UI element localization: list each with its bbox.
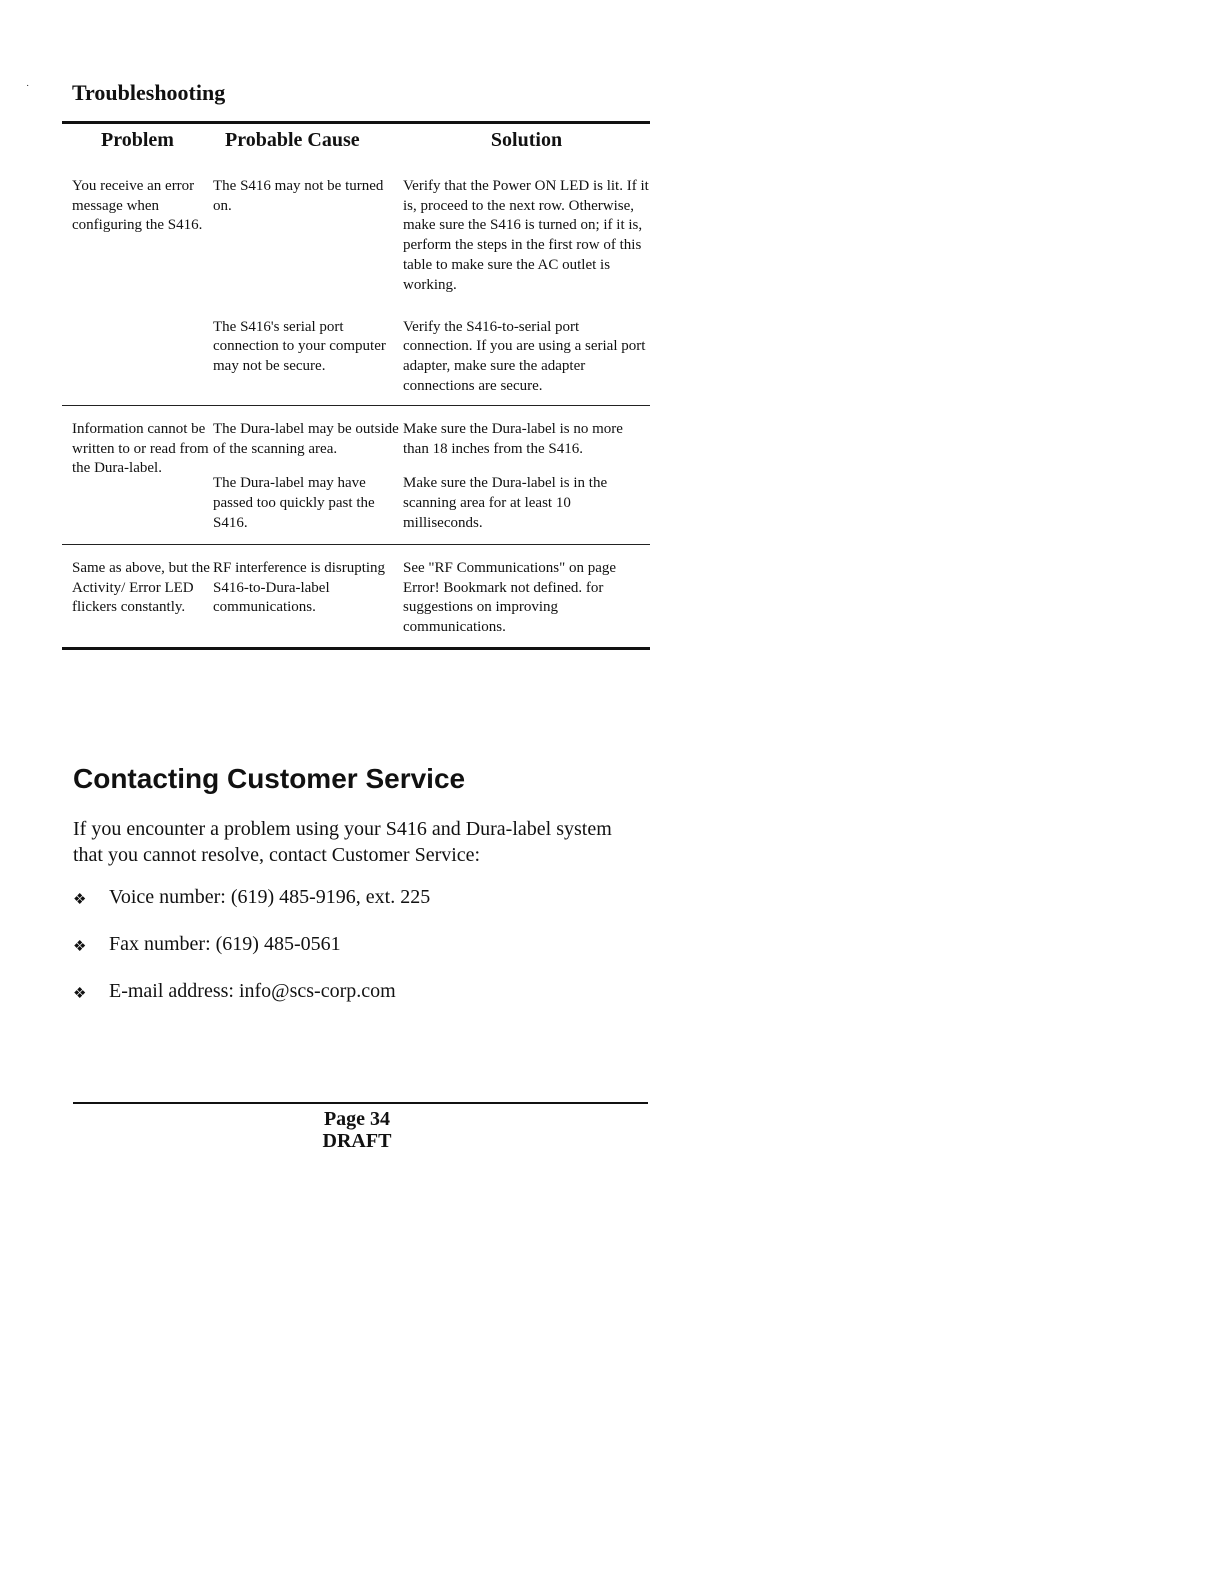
list-item [73,886,430,933]
list-item [73,980,430,1027]
cause-cell: The S416's serial port connection to your computer may not be secure. [213,318,386,375]
footer-rule [73,1102,648,1104]
solution-cell: Verify that the Power ON LED is lit. If it is, proceed to the next row. Otherwise, make sure the S416 is turned on; if it is, perform the steps in the first row of this table to make sure the AC outlet is working. [403,177,649,293]
cause-cell: The Dura-label may be outside of the scanning area. [213,420,399,457]
solution-cell: See "RF Communications" on page Error! Bookmark not defined. for suggestions on improving communications. [403,559,617,636]
cause-solution-pair [213,474,650,533]
contact-list [73,886,430,1027]
page-footer [73,1108,641,1152]
solution-cell: Make sure the Dura-label is no more than 18 inches from the S416. [403,420,623,457]
page-number: Page 34 [323,1108,391,1130]
solution-cell: Verify the S416-to-serial port connection. If you are using a serial port adapter, make sure the adapter connections are secure. [403,318,646,394]
contact-intro: If you encounter a problem using your S416 and Dura-label system that you cannot resolve, contact Customer Service: [73,818,612,866]
table-row [62,163,650,405]
header-cause: Probable Cause [225,129,360,151]
draft-label: DRAFT [322,1130,392,1152]
cause-solution-pair [213,559,650,638]
header-solution: Solution [490,129,563,151]
problem-cell: Same as above, but the Activity/ Error LED flickers constantly. [72,559,210,616]
cause-solution-pair [213,177,650,296]
problem-cell: You receive an error message when configuring the S416. [72,177,203,234]
cause-solution-pair [213,318,650,397]
contact-heading: Contacting Customer Service [73,763,466,794]
diamond-bullet-icon: ❖ [73,939,87,955]
voice-number: Voice number: (619) 485-9196, ext. 225 [109,886,431,908]
stray-mark: ˙ [26,84,30,95]
cause-cell: The Dura-label may have passed too quickly past the S416. [213,475,375,531]
problem-cell: Information cannot be written to or read from the Dura-label. [72,420,209,477]
cause-cell: RF interference is disrupting S416-to-Dura-label communications. [213,559,386,616]
solution-cell: Make sure the Dura-label is in the scanning area for at least 10 milliseconds. [403,475,608,531]
troubleshooting-table [62,121,650,650]
fax-number: Fax number: (619) 485-0561 [109,933,341,955]
header-problem: Problem [101,129,174,151]
list-item [73,933,430,980]
table-bottom-rule [62,647,650,650]
diamond-bullet-icon: ❖ [73,986,87,1002]
cause-solution-pair [213,420,650,460]
table-header-row [62,124,650,163]
section-label: Troubleshooting [72,80,226,105]
email-address: E-mail address: info@scs-corp.com [109,980,396,1002]
diamond-bullet-icon: ❖ [73,892,87,908]
table-row [62,545,650,646]
table-row [62,406,650,542]
cause-cell: The S416 may not be turned on. [213,177,384,214]
